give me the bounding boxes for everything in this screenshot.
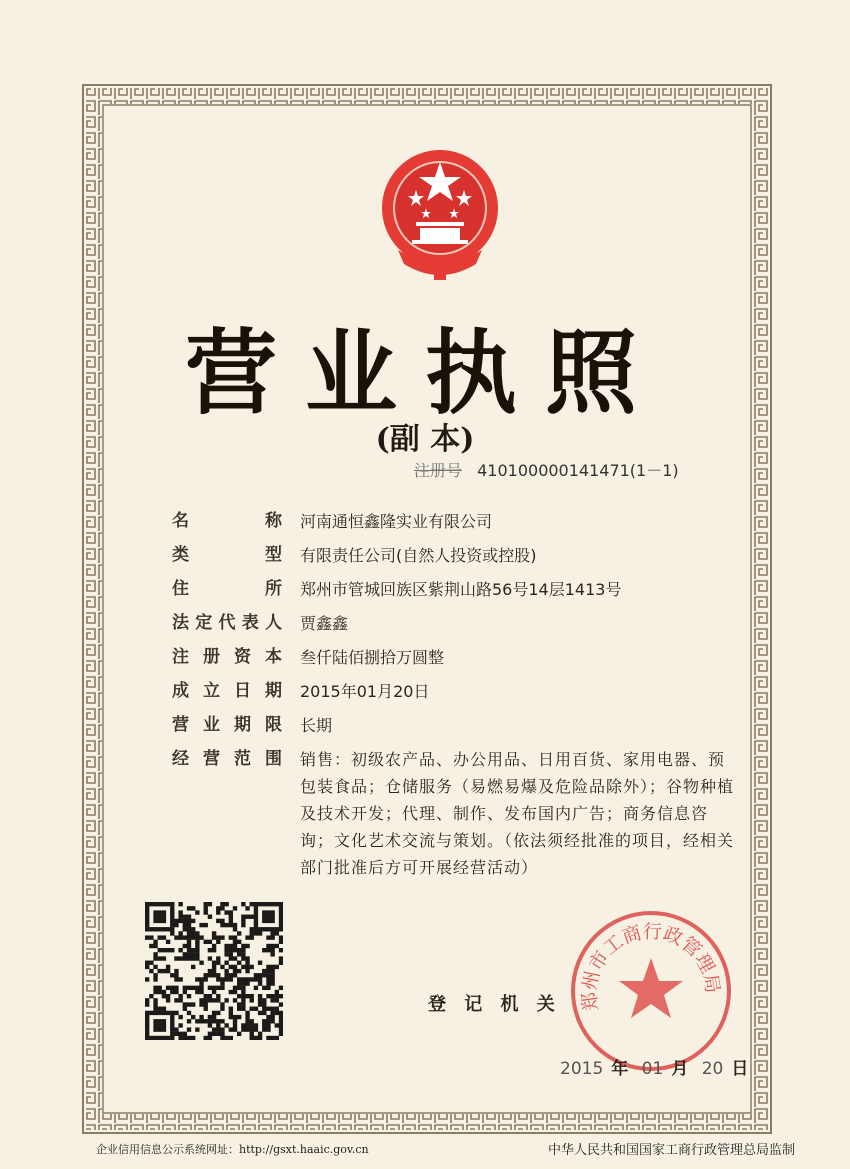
field-value: 贾鑫鑫 [300, 614, 349, 633]
date-year: 2015 [560, 1059, 604, 1079]
field-row [172, 644, 772, 671]
license-fields [172, 508, 772, 888]
registration-number [414, 458, 679, 481]
scope-row [172, 746, 772, 881]
date-month-unit: 月 [671, 1059, 689, 1079]
field-row [172, 610, 772, 637]
field-value: 长期 [300, 716, 333, 735]
scope-label: 经营范围 [172, 749, 282, 769]
field-label: 营业期限 [172, 715, 282, 735]
registration-authority-label: 登 记 机 关 [428, 994, 561, 1015]
field-row [172, 542, 772, 569]
field-row [172, 712, 772, 739]
scope-value: 销售：初级农产品、办公用品、日用百货、家用电器、预包装食品；仓储服务（易燃易爆及危险品除外）；谷物种植及技术开发；代理、制作、发布国内广告；商务信息咨询；文化艺术交流与策划。（依法须经批准的项目，经相关部门批准后方可开展经营活动） [300, 750, 735, 877]
registration-label: 注册号 [414, 461, 463, 480]
qr-code-icon [145, 902, 283, 1040]
field-value: 叁仟陆佰捌拾万圆整 [300, 648, 445, 667]
seal-text: 郑州市工商行政管理局 [578, 920, 724, 1013]
date-year-unit: 年 [611, 1059, 629, 1079]
field-row [172, 678, 772, 705]
field-row [172, 576, 772, 603]
document-title: 营业执照 [184, 319, 665, 427]
field-label: 成立日期 [172, 681, 282, 701]
official-seal-icon [566, 906, 736, 1076]
field-label: 类 型 [172, 545, 282, 565]
field-value: 郑州市管城回族区紫荆山路56号14层1413号 [300, 580, 622, 599]
issue-date [560, 1054, 756, 1079]
national-emblem-icon [376, 140, 504, 290]
registration-value: 410100000141471(1－1) [477, 461, 679, 480]
field-row [172, 508, 772, 535]
document-subtitle: (副 本) [375, 422, 475, 457]
date-month: 01 [641, 1059, 664, 1079]
field-label: 法定代表人 [172, 613, 282, 633]
footer-supervisor: 中华人民共和国国家工商行政管理总局监制 [548, 1143, 796, 1158]
field-value: 2015年01月20日 [300, 682, 430, 701]
date-day: 20 [701, 1059, 724, 1079]
field-value: 有限责任公司(自然人投资或控股) [300, 546, 537, 565]
field-label: 注册资本 [172, 647, 282, 667]
footer-website: 企业信用信息公示系统网址：http://gsxt.haaic.gov.cn [96, 1143, 369, 1156]
date-day-unit: 日 [731, 1059, 749, 1079]
field-label: 住 所 [172, 579, 282, 599]
field-value: 河南通恒鑫隆实业有限公司 [300, 512, 493, 531]
field-label: 名 称 [172, 511, 282, 531]
